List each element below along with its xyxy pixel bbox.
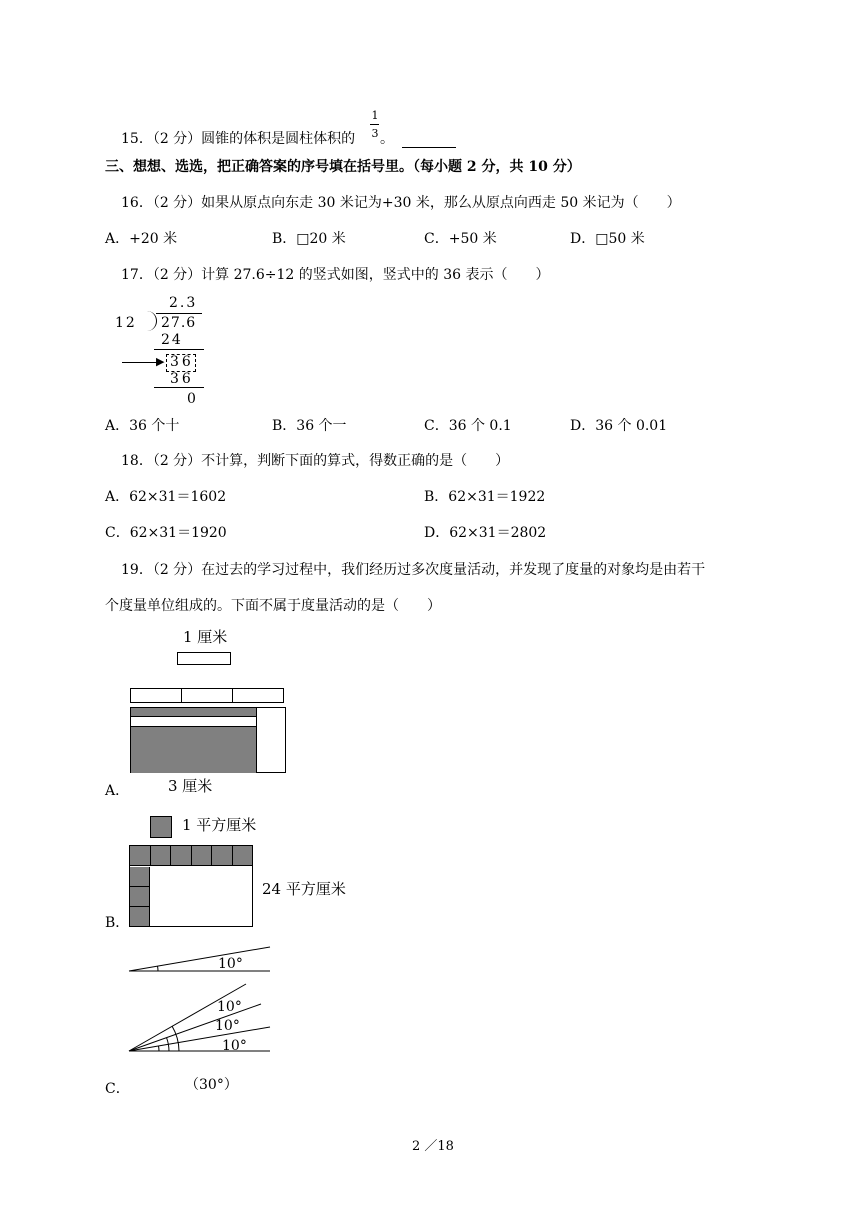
- optB-top-row: [130, 846, 252, 866]
- optB-area-rect: [129, 845, 253, 927]
- division-remainder: 0: [187, 391, 196, 407]
- optC-angle-figure: [120, 940, 280, 1060]
- q15-answer-blank[interactable]: [402, 147, 456, 148]
- optB-left-col: [130, 867, 150, 926]
- optC-angle-label-2: 10°: [215, 1018, 240, 1034]
- optC-arc-1: [159, 1046, 160, 1051]
- optB-total-label: 24 平方厘米: [262, 880, 346, 898]
- optA-divider: [256, 708, 257, 772]
- q18-stem: 18．（2 分）不计算，判断下面的算式，得数正确的是（ ）: [121, 453, 510, 469]
- q19-option-b-label[interactable]: B．: [105, 915, 130, 931]
- q18-option-a[interactable]: A．62×31＝1602: [105, 489, 227, 505]
- division-step1: 24: [161, 332, 183, 348]
- optC-angle-label-3: 10°: [222, 1038, 247, 1054]
- division-divisor: 12: [115, 315, 137, 331]
- division-quotient: 2.3: [169, 295, 198, 311]
- q19-option-c-label[interactable]: C．: [105, 1081, 130, 1097]
- q17-stem: 17．（2 分）计算 27.6÷12 的竖式如图，竖式中的 36 表示（ ）: [121, 267, 550, 283]
- optC-unit-angle-ray: [129, 947, 270, 971]
- q16-stem: 16．（2 分）如果从原点向东走 30 米记为+30 米，那么从原点向西走 50 米记为（ ）: [121, 195, 681, 211]
- optB-cell: [192, 846, 213, 866]
- q17-option-b[interactable]: B．36 个一: [272, 418, 347, 434]
- optA-gray-block: [131, 726, 256, 773]
- q18-option-c[interactable]: C．62×31＝1920: [105, 525, 227, 541]
- optA-total-label: 3 厘米: [168, 777, 213, 795]
- q19-option-a-label[interactable]: A．: [105, 783, 130, 799]
- q16-option-b[interactable]: B．□20 米: [272, 231, 346, 247]
- optA-measured-rect: [130, 707, 286, 773]
- q17-option-d[interactable]: D．36 个 0.01: [570, 418, 668, 434]
- q15-prefix: 15．（2 分）圆锥的体积是圆柱体积的: [121, 131, 356, 147]
- division-bracket: [146, 311, 157, 331]
- q15-suffix: 。: [380, 131, 394, 147]
- q16-option-c[interactable]: C．+50 米: [424, 231, 497, 247]
- q19-stem-line1: 19．（2 分）在过去的学习过程中，我们经历过多次度量活动，并发现了度量的对象均是由若干: [121, 562, 706, 578]
- division-line2: [154, 387, 204, 388]
- optB-unit-square: [150, 816, 172, 838]
- division-step3: 36: [170, 371, 194, 387]
- optC-total-label: （30°）: [185, 1077, 238, 1093]
- optA-segment-1: [131, 689, 182, 702]
- q16-option-d[interactable]: D．□50 米: [570, 231, 645, 247]
- optA-segment-3: [233, 689, 283, 702]
- page-number: 2 ／18: [412, 1139, 454, 1154]
- optC-unit-angle-arc: [158, 966, 159, 971]
- arrow-head-icon: ▶: [156, 355, 165, 368]
- division-dividend: 27.6: [161, 315, 197, 331]
- division-line1: [154, 349, 204, 350]
- optB-unit-label: 1 平方厘米: [182, 816, 257, 834]
- optB-cell: [233, 846, 253, 866]
- optA-segment-bar: [130, 688, 284, 703]
- optB-cell: [130, 867, 150, 887]
- section3-title: 三、想想、选选，把正确答案的序号填在括号里。（每小题 2 分，共 10 分）: [105, 159, 581, 175]
- q18-option-b[interactable]: B．62×31＝1922: [424, 489, 546, 505]
- q17-option-c[interactable]: C．36 个 0.1: [424, 418, 512, 434]
- optB-cell: [130, 887, 150, 907]
- optC-unit-angle-label: 10°: [218, 956, 243, 972]
- q15-stem: [121, 132, 355, 146]
- optA-unit-bar: [177, 652, 231, 665]
- division-step2: 36: [170, 354, 194, 370]
- q15-frac-num: 1: [371, 109, 379, 122]
- q15-frac-den: 3: [371, 127, 379, 140]
- optB-cell: [171, 846, 192, 866]
- optB-cell: [130, 907, 150, 926]
- optA-unit-label: 1 厘米: [183, 628, 228, 646]
- q17-option-a[interactable]: A．36 个十: [105, 418, 180, 434]
- q15-frac-bar: [370, 124, 379, 125]
- optB-cell: [151, 846, 172, 866]
- division-bar: [156, 313, 202, 314]
- arrow-line: [122, 362, 160, 363]
- long-division-figure: [110, 292, 220, 412]
- optC-angle-label-1: 10°: [217, 999, 242, 1015]
- q18-option-d[interactable]: D．62×31＝2802: [424, 525, 547, 541]
- optA-gray-strip: [131, 708, 256, 717]
- q19-stem-line2: 个度量单位组成的。下面不属于度量活动的是（ ）: [105, 598, 441, 614]
- optA-segment-2: [182, 689, 233, 702]
- optB-cell: [212, 846, 233, 866]
- optB-cell: [130, 846, 151, 866]
- optC-arc-3: [172, 1026, 179, 1051]
- q16-option-a[interactable]: A．+20 米: [105, 231, 178, 247]
